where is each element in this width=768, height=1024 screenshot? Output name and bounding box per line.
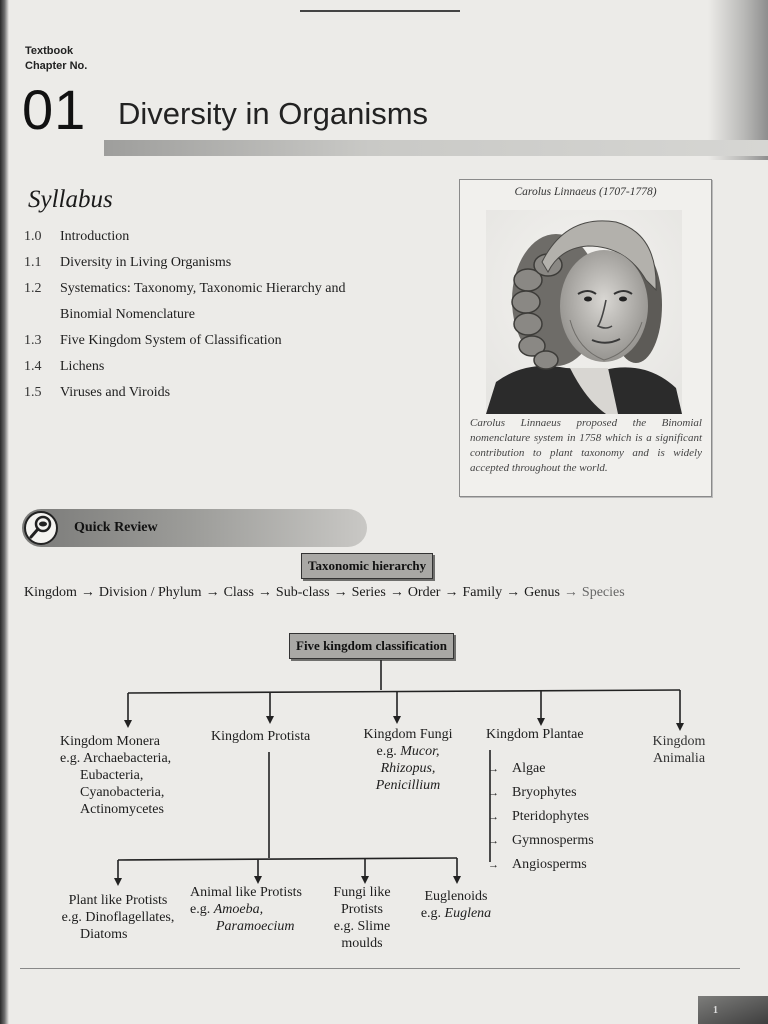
plantae-subdivision-list <box>488 757 594 877</box>
protist-group-example-line <box>410 905 502 922</box>
arrow-right-icon: → <box>333 585 348 600</box>
syllabus-item-number: 1.5 <box>24 385 42 400</box>
plantae-subdivision <box>488 829 594 853</box>
kingdom-protista-title: Kingdom Protista <box>211 729 311 744</box>
fungi-example: Mucor, <box>400 744 440 759</box>
bottom-rule <box>20 968 740 969</box>
monera-example: Cyanobacteria, <box>80 785 165 800</box>
protist-group-example: e.g. Dinoflagellates, <box>61 910 175 925</box>
plantae-subdivision <box>488 805 594 829</box>
hierarchy-level: Order <box>407 585 441 600</box>
plantae-subdivision <box>488 853 594 877</box>
plantae-subdivision-label: Pteridophytes <box>512 809 589 824</box>
arrow-right-icon: → <box>488 763 499 775</box>
hierarchy-level: Series <box>351 585 386 600</box>
fungi-like-protists <box>322 884 402 952</box>
fungi-example-line <box>352 743 464 760</box>
hierarchy-level: Family <box>462 585 503 600</box>
animal-like-protists <box>190 884 322 935</box>
arrow-right-icon: → <box>205 585 220 600</box>
kingdom-animalia <box>636 733 722 767</box>
arrow-right-icon: → <box>488 859 499 871</box>
syllabus-item-text: Binomial Nomenclature <box>60 307 195 322</box>
protist-group-example: Amoeba, <box>213 902 264 917</box>
kingdom-fungi <box>352 726 464 794</box>
fungi-eg: e.g. <box>376 744 397 759</box>
chapter-title: Diversity in Organisms <box>118 96 429 131</box>
syllabus-item-number: 1.0 <box>24 229 42 244</box>
monera-example: Eubacteria, <box>80 768 144 783</box>
chapter-label-line1: Textbook <box>25 45 74 57</box>
kingdom-animalia-title-line1: Kingdom <box>652 734 706 749</box>
syllabus-heading: Syllabus <box>28 186 113 213</box>
arrow-right-icon: → <box>444 585 459 600</box>
kingdom-monera <box>60 733 171 818</box>
protist-group-title: Plant like Protists <box>68 893 168 908</box>
syllabus-item-text: Lichens <box>60 359 105 374</box>
protist-group-example-line <box>190 901 322 918</box>
syllabus-item-number: 1.4 <box>24 359 42 374</box>
arrow-right-icon: → <box>389 585 404 600</box>
plantae-subdivision-label: Gymnosperms <box>512 833 594 848</box>
arrow-right-icon: → <box>488 811 499 823</box>
plantae-subdivision <box>488 757 594 781</box>
protist-group-title: Euglenoids <box>424 889 488 904</box>
fungi-example: Rhizopus, <box>380 761 436 776</box>
hierarchy-level: Sub-class <box>275 585 330 600</box>
syllabus-item-number: 1.1 <box>24 255 42 270</box>
plantae-subdivision <box>488 781 594 805</box>
page-corner-tab <box>698 996 768 1024</box>
arrow-right-icon: → <box>488 835 499 847</box>
quick-review-label: Quick Review <box>74 520 158 535</box>
taxonomic-hierarchy-label: Taxonomic hierarchy <box>301 553 433 579</box>
monera-example: e.g. Archaebacteria, <box>60 751 172 766</box>
hierarchy-level: Species <box>581 585 625 600</box>
kingdom-plantae-title: Kingdom Plantae <box>486 727 584 742</box>
hierarchy-level: Division / Phylum <box>98 585 202 600</box>
hierarchy-level: Genus <box>524 585 560 600</box>
protist-group-example: Euglena <box>444 906 492 921</box>
plantae-subdivision-label: Algae <box>512 761 546 776</box>
arrow-right-icon: → <box>563 585 578 600</box>
portrait-caption-description: Carolus Linnaeus proposed the Binomial nomenclature system in 1758 which is a significant contribution to plant taxonomy and is widely accepted throughout the world. <box>470 417 702 474</box>
protist-group-eg: e.g. <box>190 902 211 917</box>
arrow-right-icon: → <box>488 787 499 799</box>
portrait-caption-title: Carolus Linnaeus (1707-1778) <box>514 186 657 198</box>
syllabus-item-text: Introduction <box>60 229 130 244</box>
syllabus-item-text: Diversity in Living Organisms <box>60 255 232 270</box>
protist-group-example: Diatoms <box>80 927 128 942</box>
arrow-right-icon: → <box>257 585 272 600</box>
protist-group-example: Paramoecium <box>216 919 295 934</box>
syllabus-item-text: Viruses and Viroids <box>60 385 171 400</box>
five-kingdom-label: Five kingdom classification <box>289 633 454 659</box>
protist-group-example: e.g. Slime <box>333 919 391 934</box>
hierarchy-level: Class <box>223 585 254 600</box>
syllabus-item-number: 1.3 <box>24 333 42 348</box>
euglenoids <box>410 888 502 922</box>
plant-like-protists <box>50 892 186 943</box>
arrow-right-icon: → <box>80 585 95 600</box>
chapter-number: 01 <box>22 78 87 141</box>
protist-group-title: Fungi like <box>333 885 391 900</box>
hierarchy-level: Kingdom <box>24 585 77 600</box>
protist-group-title: Protists <box>340 902 383 917</box>
syllabus-item-number: 1.2 <box>24 281 42 296</box>
kingdom-fungi-title: Kingdom Fungi <box>363 727 453 742</box>
arrow-right-icon: → <box>506 585 521 600</box>
monera-example: Actinomycetes <box>80 802 164 817</box>
syllabus-item-text: Systematics: Taxonomy, Taxonomic Hierarchy and <box>60 281 346 296</box>
kingdom-monera-title: Kingdom Monera <box>60 734 160 749</box>
protist-group-eg: e.g. <box>420 906 442 921</box>
protist-group-example: moulds <box>341 936 383 951</box>
chapter-label-line2: Chapter No. <box>25 60 88 72</box>
syllabus-item-text: Five Kingdom System of Classification <box>60 333 282 348</box>
kingdom-animalia-title-line2: Animalia <box>652 751 706 766</box>
protist-group-title: Animal like Protists <box>190 885 302 900</box>
plantae-subdivision-label: Angiosperms <box>512 857 587 872</box>
page-number: 1 <box>713 1005 718 1016</box>
plantae-subdivision-label: Bryophytes <box>512 785 577 800</box>
fungi-example: Penicillium <box>375 778 441 793</box>
